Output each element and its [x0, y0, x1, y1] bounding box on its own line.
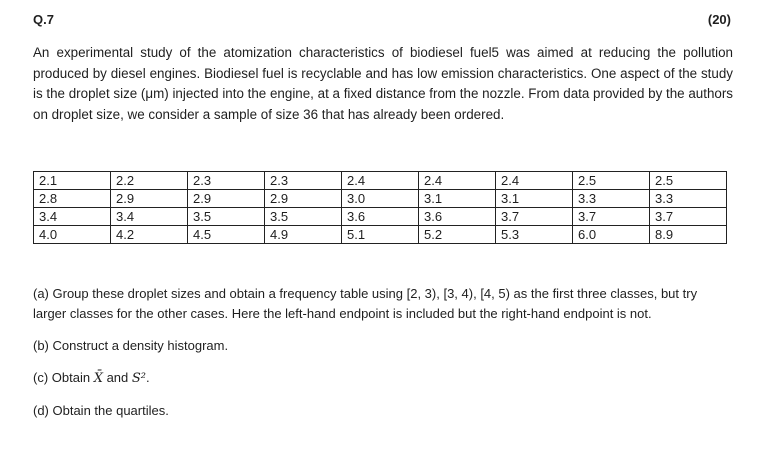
part-a: (a) Group these droplet sizes and obtain a frequency table using [2, 3), [3, 4), [4, 5) as the first three classes, but try larger classes for the other cases. Here the left-hand endpoint is included but the right-hand endpoint is not.: [33, 286, 698, 321]
table-cell: 3.3: [573, 190, 650, 208]
table-cell: 3.5: [265, 208, 342, 226]
table-row: [34, 172, 727, 190]
table-cell: 4.9: [265, 226, 342, 244]
table-cell: 3.6: [342, 208, 419, 226]
part-c-and: and: [102, 370, 132, 385]
table-cell: 2.3: [188, 172, 265, 190]
table-cell: 3.4: [34, 208, 111, 226]
table-cell: 3.6: [419, 208, 496, 226]
part-d: (d) Obtain the quartiles.: [33, 403, 169, 418]
table-cell: 5.2: [419, 226, 496, 244]
table-cell: 6.0: [573, 226, 650, 244]
table-cell: 2.9: [111, 190, 188, 208]
table-cell: 4.0: [34, 226, 111, 244]
table-cell: 8.9: [650, 226, 727, 244]
table-cell: 3.1: [419, 190, 496, 208]
question-marks: (20): [707, 12, 731, 27]
table-cell: 2.2: [111, 172, 188, 190]
table-cell: 5.1: [342, 226, 419, 244]
table-cell: 2.4: [342, 172, 419, 190]
table-cell: 3.0: [342, 190, 419, 208]
table-cell: 2.4: [419, 172, 496, 190]
question-intro: An experimental study of the atomization characteristics of biodiesel fuel5 was aimed at reducing the pollution produced by diesel engines. Biodiesel fuel is recyclable and has low emission characteristics. One aspect of the study is the droplet size (μm) injected into the engine, at a fixed distance from the nozzle. From data provided by the authors on droplet size, we consider a sample of size 36 that has already been ordered.: [33, 45, 733, 122]
table-row: [34, 208, 727, 226]
droplet-size-table: [33, 171, 727, 244]
table-cell: 2.1: [34, 172, 111, 190]
sample-variance-symbol: S²: [131, 371, 146, 386]
table-row: [34, 226, 727, 244]
table-cell: 4.5: [188, 226, 265, 244]
table-cell: 3.1: [496, 190, 573, 208]
table-cell: 3.4: [111, 208, 188, 226]
table-cell: 3.7: [573, 208, 650, 226]
question-number: Q.7: [33, 12, 54, 27]
table-cell: 2.3: [265, 172, 342, 190]
table-row: [34, 190, 727, 208]
table-cell: 3.7: [496, 208, 573, 226]
sample-mean-symbol: X̄: [93, 371, 103, 386]
question-parts: [33, 284, 733, 421]
table-cell: 2.4: [496, 172, 573, 190]
table-cell: 2.8: [34, 190, 111, 208]
table-cell: 2.9: [188, 190, 265, 208]
table-cell: 4.2: [111, 226, 188, 244]
table-cell: 2.5: [650, 172, 727, 190]
table-cell: 5.3: [496, 226, 573, 244]
table-cell: 2.9: [265, 190, 342, 208]
table-cell: 3.3: [650, 190, 727, 208]
part-b: (b) Construct a density histogram.: [33, 338, 229, 353]
table-cell: 2.5: [573, 172, 650, 190]
part-c-suffix: .: [146, 370, 150, 385]
table-cell: 3.5: [188, 208, 265, 226]
part-c: [33, 368, 733, 389]
table-cell: 3.7: [650, 208, 727, 226]
part-c-prefix: (c) Obtain: [33, 370, 94, 385]
